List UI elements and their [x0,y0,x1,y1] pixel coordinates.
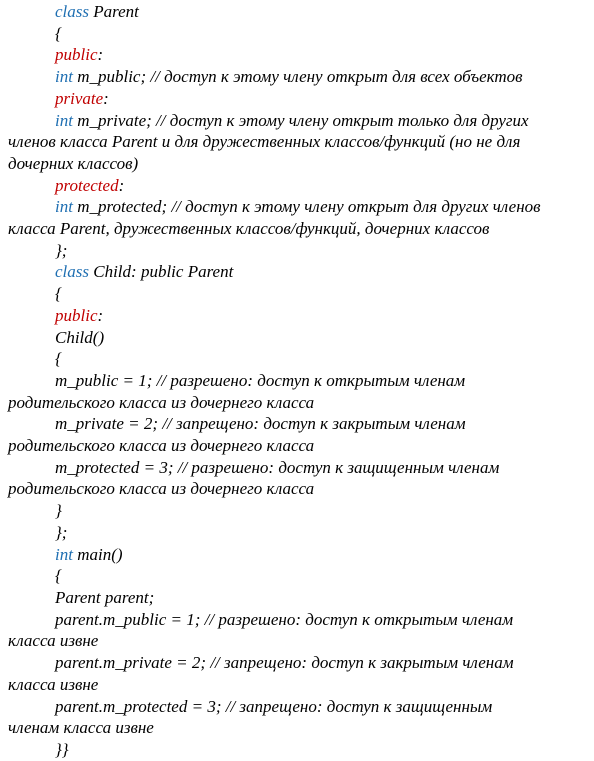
code-line [8,587,592,609]
code-text: main() [72,544,123,564]
code-text: { [55,23,62,43]
code-text: m_private; // доступ к этому члену открыт только для других [72,110,529,130]
keyword-type: int [55,544,73,564]
code-line [8,1,592,23]
code-line [8,630,592,652]
code-text: }; [55,240,68,260]
code-line [8,435,592,457]
code-line [8,370,592,392]
code-text: parent.m_private = 2; // запрещено: доступ к закрытым членам [55,653,514,673]
keyword-access: public [55,45,98,65]
code-text: m_protected = 3; // разрешено: доступ к защищенным членам [55,457,500,477]
code-text: } [55,501,62,521]
code-line [8,327,592,349]
code-text: parent.m_protected = 3; // запрещено: доступ к защищенным [55,696,493,716]
code-text: членам класса извне [8,718,154,738]
code-line [8,652,592,674]
code-text: родительского класса из дочернего класса [8,436,315,456]
code-line [8,196,592,218]
code-line [8,23,592,45]
code-line [8,131,592,153]
code-line [8,500,592,522]
code-text: : [118,175,125,195]
code-text: класса Parent, дружественных классов/функций, дочерних классов [8,219,490,239]
code-line [8,88,592,110]
code-line [8,413,592,435]
keyword-type: int [55,197,73,217]
code-text: родительского класса из дочернего класса [8,479,315,499]
code-line [8,522,592,544]
code-line [8,565,592,587]
keyword-type: class [55,262,89,282]
code-text: Parent [89,2,139,21]
code-text: дочерних классов) [8,153,139,173]
code-text: класса извне [8,674,99,694]
code-text: : [97,305,104,325]
code-line [8,240,592,262]
code-text: m_private = 2; // запрещено: доступ к закрытым членам [55,414,466,434]
code-text: родительского класса из дочернего класса [8,392,315,412]
code-line [8,544,592,566]
code-text: Child() [55,327,105,347]
code-line [8,305,592,327]
code-line [8,696,592,718]
code-line [8,44,592,66]
code-text: parent.m_public = 1; // разрешено: доступ к открытым членам [55,609,514,629]
code-text: Child: public Parent [89,262,234,282]
code-text: m_protected; // доступ к этому члену открыт для других членов [72,197,541,217]
code-line [8,218,592,240]
keyword-type: int [55,67,73,87]
code-line [8,717,592,739]
code-line [8,348,592,370]
code-text: { [55,349,62,369]
code-line [8,175,592,197]
code-line [8,66,592,88]
code-line [8,739,592,761]
code-text: членов класса Parent и для дружественных классов/функций (но не для [8,132,521,152]
code-text: m_public = 1; // разрешено: доступ к открытым членам [55,370,466,390]
code-text: Parent parent; [55,587,155,607]
code-text: m_public; // доступ к этому члену открыт для всех объектов [72,67,523,87]
code-text: }} [55,739,69,759]
keyword-access: protected [55,175,119,195]
code-line [8,283,592,305]
code-line [8,261,592,283]
code-document [8,1,592,761]
code-line [8,609,592,631]
code-line [8,110,592,132]
code-text: : [103,88,109,108]
keyword-access: private [55,88,104,108]
keyword-type: int [55,110,73,130]
keyword-access: public [55,305,98,325]
code-text: { [55,566,62,586]
code-text: }; [55,522,68,542]
code-line [8,674,592,696]
keyword-type: class [55,2,89,21]
code-line [8,478,592,500]
code-text: класса извне [8,631,99,651]
code-text: { [55,284,62,304]
code-line [8,392,592,414]
code-line [8,153,592,175]
code-text: : [97,45,104,65]
code-line [8,457,592,479]
